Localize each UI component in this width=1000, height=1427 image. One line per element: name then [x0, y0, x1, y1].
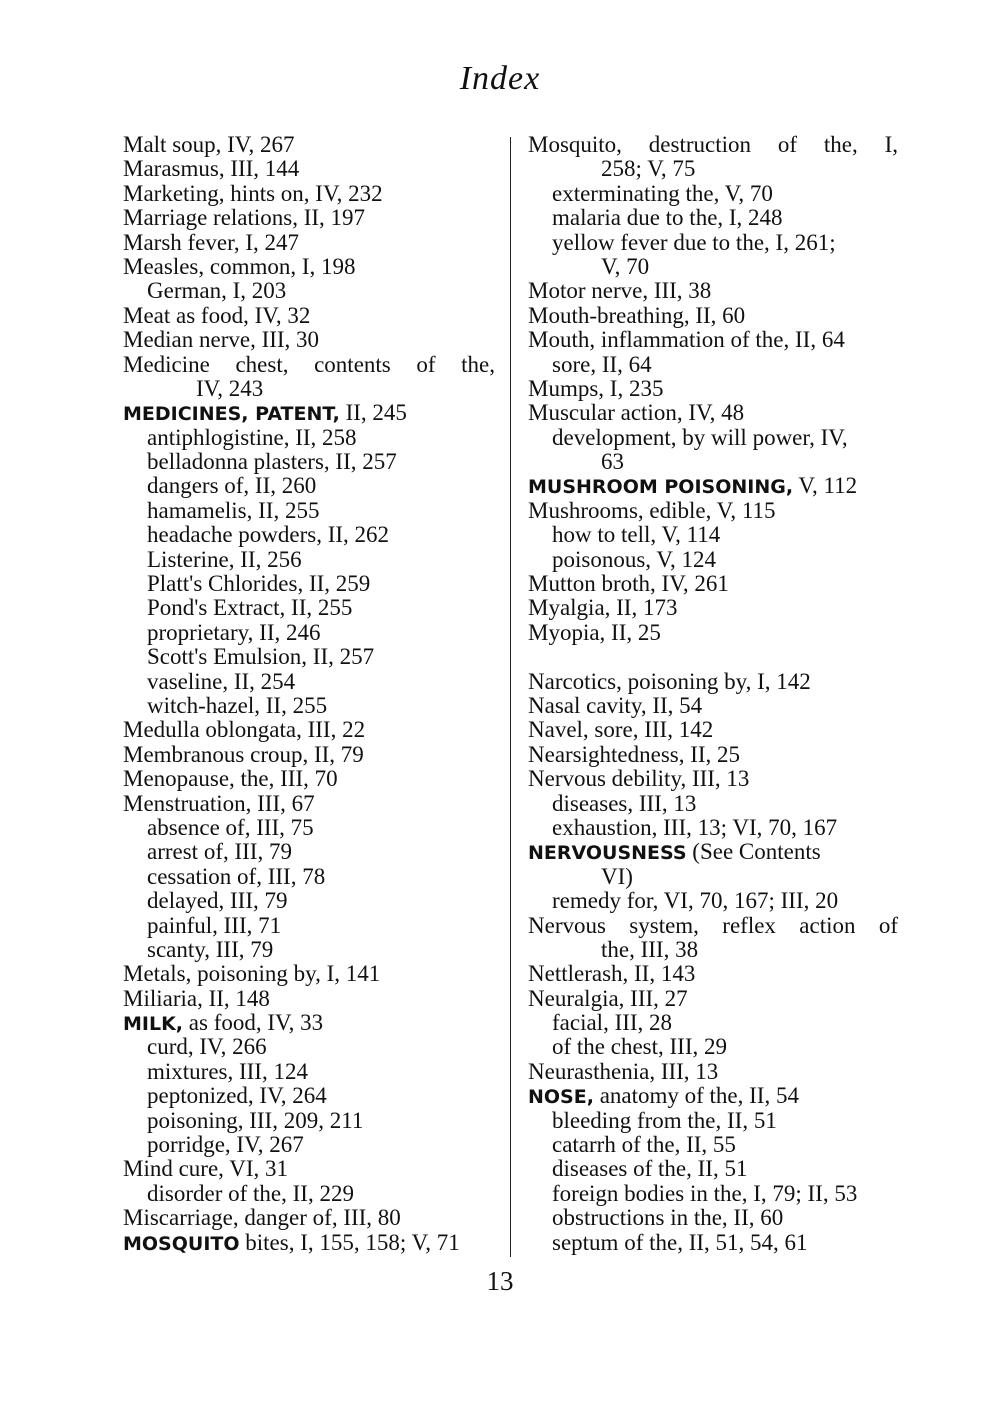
index-subentry: diseases of the, II, 51 [552, 1156, 748, 1182]
page-title: Index [459, 60, 541, 97]
index-entry: Mutton broth, IV, 261 [528, 571, 729, 597]
page-number: 13 [486, 1266, 514, 1296]
index-entry: Malt soup, IV, 267 [123, 132, 295, 157]
index-entry: Measles, common, I, 198 [123, 253, 356, 279]
index-subentry: arrest of, III, 79 [147, 839, 292, 865]
index-heading-entry [528, 840, 898, 864]
index-references: anatomy of the, II, 54 [593, 1083, 799, 1109]
index-subentry: disorder of the, II, 229 [147, 1180, 354, 1206]
index-subentry: malaria due to the, I, 248 [552, 205, 783, 231]
column-divider [510, 137, 511, 1257]
index-continuation: the, III, 38 [601, 936, 699, 962]
index-subentry: absence of, III, 75 [147, 814, 314, 840]
index-subentry: obstructions in the, II, 60 [552, 1205, 784, 1231]
index-subentry: how to tell, V, 114 [552, 522, 721, 548]
index-entry: Median nerve, III, 30 [123, 327, 320, 353]
index-subentry: Platt's Chlorides, II, 259 [147, 571, 371, 597]
index-subentry: Scott's Emulsion, II, 257 [147, 644, 375, 670]
index-subentry: yellow fever due to the, I, 261; [552, 229, 836, 255]
index-subentry: porridge, IV, 267 [147, 1132, 304, 1158]
index-subentry: bleeding from the, II, 51 [552, 1107, 777, 1133]
index-subentry: proprietary, II, 246 [147, 619, 321, 645]
index-continuation: 63 [601, 449, 624, 475]
index-headword: NERVOUSNESS [528, 842, 687, 865]
index-entry: Menopause, the, III, 70 [123, 766, 338, 792]
index-continuation: 258; V, 75 [601, 156, 696, 182]
index-subentry: peptonized, IV, 264 [147, 1083, 327, 1109]
index-entry: Mushrooms, edible, V, 115 [528, 497, 776, 523]
index-entry: Medulla oblongata, III, 22 [123, 717, 366, 743]
index-references: II, 245 [339, 400, 407, 426]
index-subentry: hamamelis, II, 255 [147, 497, 320, 523]
index-subentry: belladonna plasters, II, 257 [147, 449, 397, 475]
index-entry: Nearsightedness, II, 25 [528, 741, 741, 767]
index-subentry: mixtures, III, 124 [147, 1058, 308, 1084]
index-subentry: development, by will power, IV, [552, 424, 848, 450]
index-entry: Meat as food, IV, 32 [123, 302, 311, 328]
index-entry: Neuralgia, III, 27 [528, 985, 688, 1011]
index-subentry: Pond's Extract, II, 255 [147, 595, 353, 621]
index-subentry: vaseline, II, 254 [147, 668, 296, 694]
index-entry: Mind cure, VI, 31 [123, 1156, 289, 1182]
index-entry: Mouth, inflammation of the, II, 64 [528, 327, 845, 353]
index-entry: Mumps, I, 235 [528, 375, 664, 401]
index-heading-entry [123, 1011, 495, 1035]
index-subentry: diseases, III, 13 [552, 790, 697, 816]
index-entry: Menstruation, III, 67 [123, 790, 315, 816]
index-subentry: German, I, 203 [147, 278, 287, 304]
index-entry: Miscarriage, danger of, III, 80 [123, 1205, 401, 1231]
index-entry: Nasal cavity, II, 54 [528, 692, 703, 718]
section-gap [528, 645, 898, 669]
index-references: (See Contents [686, 839, 821, 865]
index-subentry: remedy for, VI, 70, 167; III, 20 [552, 888, 839, 914]
index-headword: MUSHROOM POISONING, [528, 476, 794, 499]
index-headword: MILK, [123, 1013, 184, 1036]
index-entry: Nettlerash, II, 143 [528, 961, 696, 987]
index-entry: Marriage relations, II, 197 [123, 205, 366, 231]
index-entry: Myopia, II, 25 [528, 619, 661, 645]
index-subentry: poisoning, III, 209, 211 [147, 1107, 364, 1133]
index-entry: Narcotics, poisoning by, I, 142 [528, 668, 811, 694]
index-entry: Navel, sore, III, 142 [528, 717, 714, 743]
index-subentry: headache powders, II, 262 [147, 522, 390, 548]
index-subentry: cessation of, III, 78 [147, 863, 326, 889]
index-subentry: witch-hazel, II, 255 [147, 692, 328, 718]
index-continuation: IV, 243 [196, 375, 264, 401]
index-subentry: Listerine, II, 256 [147, 546, 302, 572]
index-references: bites, I, 155, 158; V, 71 [239, 1229, 460, 1255]
index-subentry: exhaustion, III, 13; VI, 70, 167 [552, 814, 838, 840]
index-subentry: foreign bodies in the, I, 79; II, 53 [552, 1180, 858, 1206]
index-entry: Marketing, hints on, IV, 232 [123, 180, 383, 206]
index-subentry: painful, III, 71 [147, 912, 282, 938]
index-entry: Mosquito, destruction of the, I, [528, 132, 898, 157]
index-subentry: scanty, III, 79 [147, 936, 274, 962]
index-headword: NOSE, [528, 1086, 594, 1109]
index-heading-entry [123, 1231, 495, 1255]
index-entry: Membranous croup, II, 79 [123, 741, 364, 767]
index-continuation: VI) [601, 863, 633, 889]
index-entry: Medicine chest, contents of the, [123, 351, 495, 377]
index-subentry: poisonous, V, 124 [552, 546, 717, 572]
index-subentry: dangers of, II, 260 [147, 473, 317, 499]
index-entry: Myalgia, II, 173 [528, 595, 678, 621]
index-entry: Motor nerve, III, 38 [528, 278, 712, 304]
index-subentry: facial, III, 28 [552, 1010, 673, 1036]
index-entry: Mouth-breathing, II, 60 [528, 302, 746, 328]
index-entry: Marsh fever, I, 247 [123, 229, 299, 255]
index-entry: Nervous debility, III, 13 [528, 766, 750, 792]
index-entry: Metals, poisoning by, I, 141 [123, 961, 381, 987]
index-subentry: sore, II, 64 [552, 351, 652, 377]
index-heading-entry [528, 474, 898, 498]
index-heading-entry [528, 1084, 898, 1108]
index-column-right [528, 133, 898, 1255]
index-headword: MEDICINES, PATENT, [123, 403, 340, 426]
index-entry: Nervous system, reflex action of [528, 912, 898, 938]
index-references: V, 112 [793, 473, 858, 499]
index-subentry: curd, IV, 266 [147, 1034, 267, 1060]
index-entry: Miliaria, II, 148 [123, 985, 270, 1011]
index-headword: MOSQUITO [123, 1232, 240, 1255]
index-subentry: exterminating the, V, 70 [552, 180, 773, 206]
index-continuation: V, 70 [601, 253, 650, 279]
index-subentry: of the chest, III, 29 [552, 1034, 727, 1060]
index-entry: Marasmus, III, 144 [123, 156, 300, 182]
index-subentry: antiphlogistine, II, 258 [147, 424, 357, 450]
index-heading-entry [123, 401, 495, 425]
index-references: as food, IV, 33 [183, 1010, 324, 1036]
index-subentry: delayed, III, 79 [147, 888, 288, 914]
index-entry: Neurasthenia, III, 13 [528, 1058, 719, 1084]
index-column-left [123, 133, 495, 1255]
index-subentry: septum of the, II, 51, 54, 61 [552, 1229, 808, 1255]
index-entry: Muscular action, IV, 48 [528, 400, 745, 426]
index-subentry: catarrh of the, II, 55 [552, 1132, 736, 1158]
